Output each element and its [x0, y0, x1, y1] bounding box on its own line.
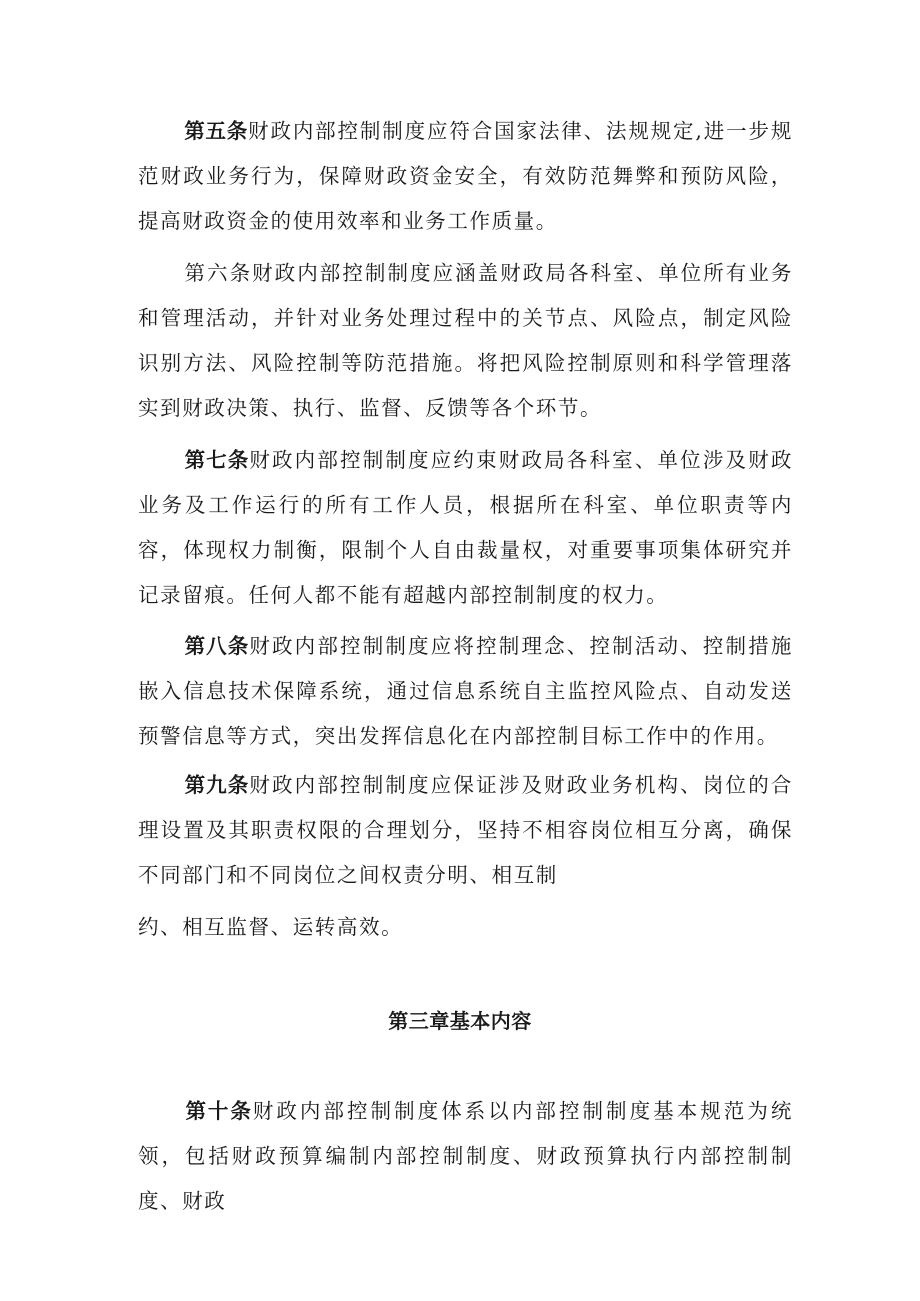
article-7-number: 第七条 [184, 448, 250, 472]
article-9 [138, 763, 793, 898]
article-8 [138, 624, 793, 759]
article-6 [138, 251, 793, 431]
article-5-text: 财政内部控制制度应符合国家法律、法规规定,进一步规范财政业务行为，保障财政资金安全，有效防范舞弊和预防风险，提高财政资金的使用效率和业务工作质量。 [138, 119, 794, 233]
article-9-number: 第九条 [184, 773, 250, 797]
article-9-text: 财政内部控制制度应保证涉及财政业务机构、岗位的合理设置及其职责权限的合理划分，坚持不相容岗位相互分离，确保不同部门和不同岗位之间权责分明、相互制 [138, 773, 793, 887]
article-8-number: 第八条 [184, 634, 250, 658]
article-10 [138, 1089, 793, 1224]
article-9-continuation: 约、相互监督、运转高效。 [138, 915, 404, 939]
article-6-number: 第六条 [184, 261, 253, 285]
article-10-text: 财政内部控制制度体系以内部控制制度基本规范为统领，包括财政预算编制内部控制制度、财政预算执行内部控制制度、财政 [138, 1099, 794, 1213]
article-10-number: 第十条 [184, 1099, 253, 1123]
article-8-text: 财政内部控制制度应将控制理念、控制活动、控制措施嵌入信息技术保障系统，通过信息系统自主监控风险点、自动发送预警信息等方式，突出发挥信息化在内部控制目标工作中的作用。 [138, 634, 793, 748]
article-6-text: 财政内部控制制度应涵盖财政局各科室、单位所有业务和管理活动，并针对业务处理过程中的关节点、风险点，制定风险识别方法、风险控制等防范措施。将把风险控制原则和科学管理落实到财政决策、执行、监督、反馈等各个环节。 [138, 261, 793, 420]
article-7-text: 财政内部控制制度应约束财政局各科室、单位涉及财政业务及工作运行的所有工作人员，根据所在科室、单位职责等内容，体现权力制衡，限制个人自由裁量权，对重要事项集体研究并记录留痕。任何人都不能有超越内部控制制度的权力。 [138, 448, 793, 607]
chapter-title: 第三章基本内容 [388, 1009, 532, 1033]
article-7 [138, 438, 793, 618]
article-5 [138, 109, 793, 244]
article-5-number: 第五条 [184, 119, 249, 143]
